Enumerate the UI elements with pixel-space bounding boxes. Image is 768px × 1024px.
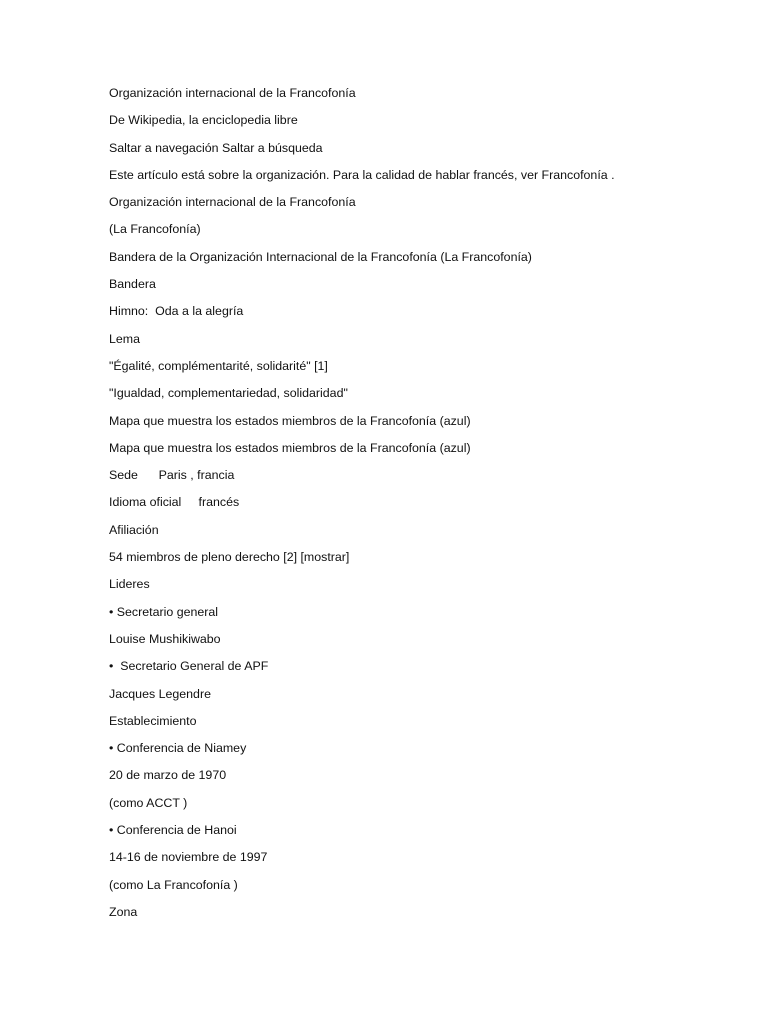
- text-line: Organización internacional de la Francofonía: [109, 86, 356, 100]
- text-line: Lema: [109, 331, 140, 346]
- text-line: 20 de marzo de 1970: [109, 768, 227, 783]
- text-line: Zona: [109, 904, 138, 919]
- text-line: Establecimiento: [109, 713, 197, 728]
- text-line: Mapa que muestra los estados miembros de la Francofonía (azul): [109, 440, 471, 455]
- text-line: (como La Francofonía ): [109, 877, 238, 892]
- text-line: Saltar a navegación Saltar a búsqueda: [109, 140, 323, 155]
- text-line: Jacques Legendre: [109, 686, 211, 701]
- text-line: Mapa que muestra los estados miembros de la Francofonía (azul): [109, 413, 471, 428]
- text-line: Bandera de la Organización Internacional de la Francofonía (La Francofonía): [109, 249, 532, 264]
- text-line: Este artículo está sobre la organización. Para la calidad de hablar francés, ver Francofonía .: [109, 167, 615, 182]
- text-line: • Conferencia de Niamey: [109, 741, 247, 756]
- text-line: Louise Mushikiwabo: [109, 631, 221, 646]
- text-line: (como ACCT ): [109, 795, 188, 810]
- text-line: • Conferencia de Hanoi: [109, 823, 237, 838]
- text-line: Lideres: [109, 577, 150, 592]
- text-line: De Wikipedia, la enciclopedia libre: [109, 113, 298, 128]
- text-line: • Secretario general: [109, 604, 219, 619]
- text-line: Organización internacional de la Francofonía: [109, 195, 356, 210]
- text-line: Sede Paris , francia: [109, 468, 235, 483]
- text-line: Idioma oficial francés: [109, 495, 240, 510]
- text-line: • Secretario General de APF: [109, 659, 269, 674]
- text-line: 54 miembros de pleno derecho [2] [mostrar]: [109, 550, 350, 565]
- text-line: "Égalité, complémentarité, solidarité" [1]: [109, 358, 328, 373]
- text-line: "Igualdad, complementariedad, solidaridad": [109, 386, 348, 401]
- text-line: Himno: Oda a la alegría: [109, 304, 244, 319]
- text-line: Afiliación: [109, 522, 159, 537]
- document-text: [109, 85, 749, 931]
- text-line: (La Francofonía): [109, 222, 201, 237]
- text-line: 14-16 de noviembre de 1997: [109, 850, 268, 865]
- text-line: Bandera: [109, 277, 156, 292]
